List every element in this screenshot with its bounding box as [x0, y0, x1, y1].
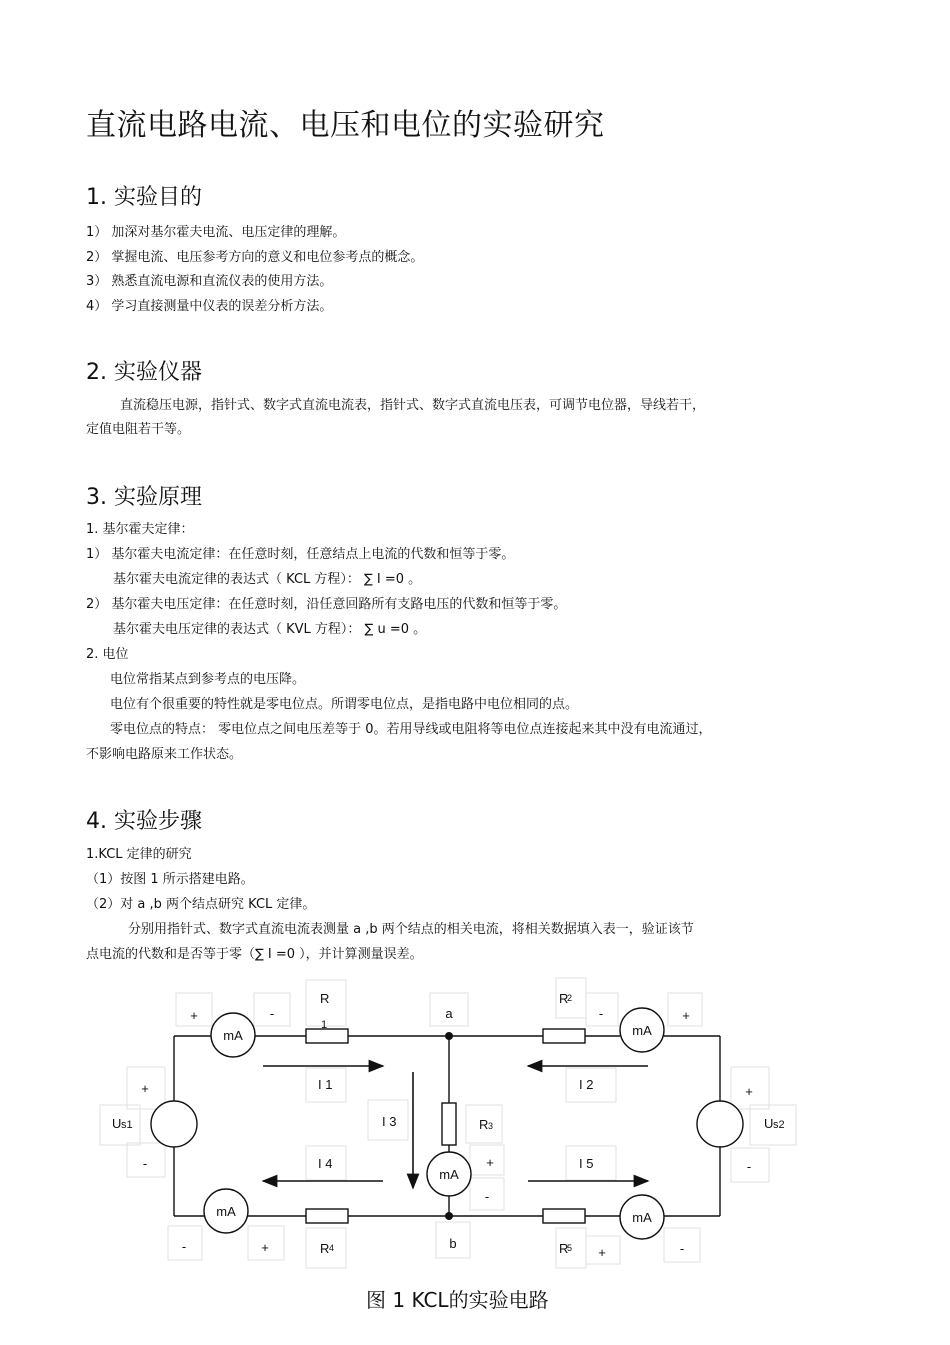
r3-subscript: 3 [488, 1121, 494, 1131]
section-4-heading: 4. 实验步骤 [86, 809, 202, 834]
us2-label: U [764, 1116, 774, 1131]
principle-line: 零电位点的特点： 零电位点之间电压差等于 0。若用导线或电阻将等电位点连接起来其中没有电流通过， [110, 722, 712, 737]
principle-line: 电位常指某点到参考点的电压降。 [110, 672, 306, 687]
objective-item: 4） 学习直接测量中仪表的误差分析方法。 [86, 299, 333, 314]
plus-sign: + [141, 1081, 149, 1096]
r1-subscript: 1 [321, 1019, 328, 1031]
i1-label: I 1 [318, 1077, 333, 1092]
r5-subscript: 5 [567, 1243, 573, 1253]
meter-label: mA [216, 1204, 236, 1219]
plus-sign: + [190, 1008, 198, 1023]
instruments-text: 定值电阻若干等。 [86, 422, 191, 437]
r1-label: R [320, 991, 330, 1006]
plus-sign: + [598, 1245, 606, 1260]
meter-label: mA [632, 1023, 652, 1038]
node-a-dot [445, 1032, 453, 1040]
page-title: 直流电路电流、电压和电位的实验研究 [86, 108, 605, 143]
resistor-r4 [306, 1209, 348, 1223]
step-line: 1.KCL 定律的研究 [86, 847, 192, 862]
us1-label: U [112, 1116, 122, 1131]
step-line: 点电流的代数和是否等于零（∑ I =0 ），并计算测量误差。 [86, 947, 423, 962]
section-1-heading: 1. 实验目的 [86, 185, 202, 210]
node-b-label: b [449, 1236, 457, 1251]
minus-sign: - [598, 1006, 604, 1021]
i3-label: I 3 [382, 1114, 397, 1129]
step-line: （1）按图 1 所示搭建电路。 [86, 872, 254, 887]
r2-subscript: 2 [567, 993, 573, 1003]
r3-label: R [479, 1117, 489, 1132]
r4-subscript: 4 [329, 1243, 335, 1253]
voltage-source-us1 [151, 1101, 197, 1147]
minus-sign: - [746, 1159, 752, 1174]
instruments-text: 直流稳压电源，指针式、数字式直流电流表，指针式、数字式直流电压表，可调节电位器，导线若干， [120, 398, 706, 413]
principle-line: 基尔霍夫电流定律的表达式（ KCL 方程）： ∑ I =0 。 [113, 572, 422, 587]
i4-label: I 4 [318, 1156, 333, 1171]
plus-sign: + [682, 1008, 690, 1023]
objective-item: 3） 熟悉直流电源和直流仪表的使用方法。 [86, 274, 333, 289]
i5-label: I 5 [579, 1156, 594, 1171]
figure-caption: 图 1 KCL的实验电路 [366, 1288, 549, 1312]
plus-sign: + [486, 1155, 494, 1170]
step-line: （2）对 a ,b 两个结点研究 KCL 定律。 [86, 897, 316, 912]
principle-line: 不影响电路原来工作状态。 [86, 747, 243, 762]
voltage-source-us2 [697, 1101, 743, 1147]
node-a-label: a [445, 1006, 453, 1021]
section-3-heading: 3. 实验原理 [86, 485, 202, 510]
minus-sign: - [142, 1156, 148, 1171]
principle-line: 2. 电位 [86, 647, 129, 662]
section-2-heading: 2. 实验仪器 [86, 360, 202, 385]
plus-sign: + [261, 1240, 269, 1255]
resistor-r1 [306, 1029, 348, 1043]
meter-label: mA [439, 1167, 459, 1182]
principle-line: 电位有个很重要的特性就是零电位点。所谓零电位点，是指电路中电位相同的点。 [110, 697, 579, 712]
r5-label: R [559, 1241, 569, 1256]
us2-subscript: s2 [773, 1119, 785, 1131]
resistor-r5 [543, 1209, 585, 1223]
r2-label: R [559, 991, 569, 1006]
step-line: 分别用指针式、数字式直流电流表测量 a ,b 两个结点的相关电流，将相关数据填入表一，验证该节 [128, 922, 694, 937]
us1-subscript: s1 [121, 1119, 133, 1131]
principle-line: 1） 基尔霍夫电流定律：在任意时刻，任意结点上电流的代数和恒等于零。 [86, 547, 515, 562]
node-b-dot [445, 1212, 453, 1220]
resistor-r2 [543, 1029, 585, 1043]
meter-label: mA [632, 1210, 652, 1225]
minus-sign: - [269, 1006, 275, 1021]
i2-label: I 2 [579, 1077, 594, 1092]
principle-line: 基尔霍夫电压定律的表达式（ KVL 方程）： ∑ u =0 。 [113, 622, 427, 637]
minus-sign: - [679, 1241, 685, 1256]
objective-item: 1） 加深对基尔霍夫电流、电压定律的理解。 [86, 225, 346, 240]
r4-label: R [320, 1241, 330, 1256]
objective-item: 2） 掌握电流、电压参考方向的意义和电位参考点的概念。 [86, 250, 424, 265]
principle-line: 1. 基尔霍夫定律： [86, 522, 194, 537]
principle-line: 2） 基尔霍夫电压定律：在任意时刻，沿任意回路所有支路电压的代数和恒等于零。 [86, 597, 567, 612]
minus-sign: - [181, 1239, 187, 1254]
minus-sign: - [484, 1189, 490, 1204]
resistor-r3 [442, 1103, 456, 1145]
plus-sign: + [745, 1084, 753, 1099]
meter-label: mA [223, 1028, 243, 1043]
